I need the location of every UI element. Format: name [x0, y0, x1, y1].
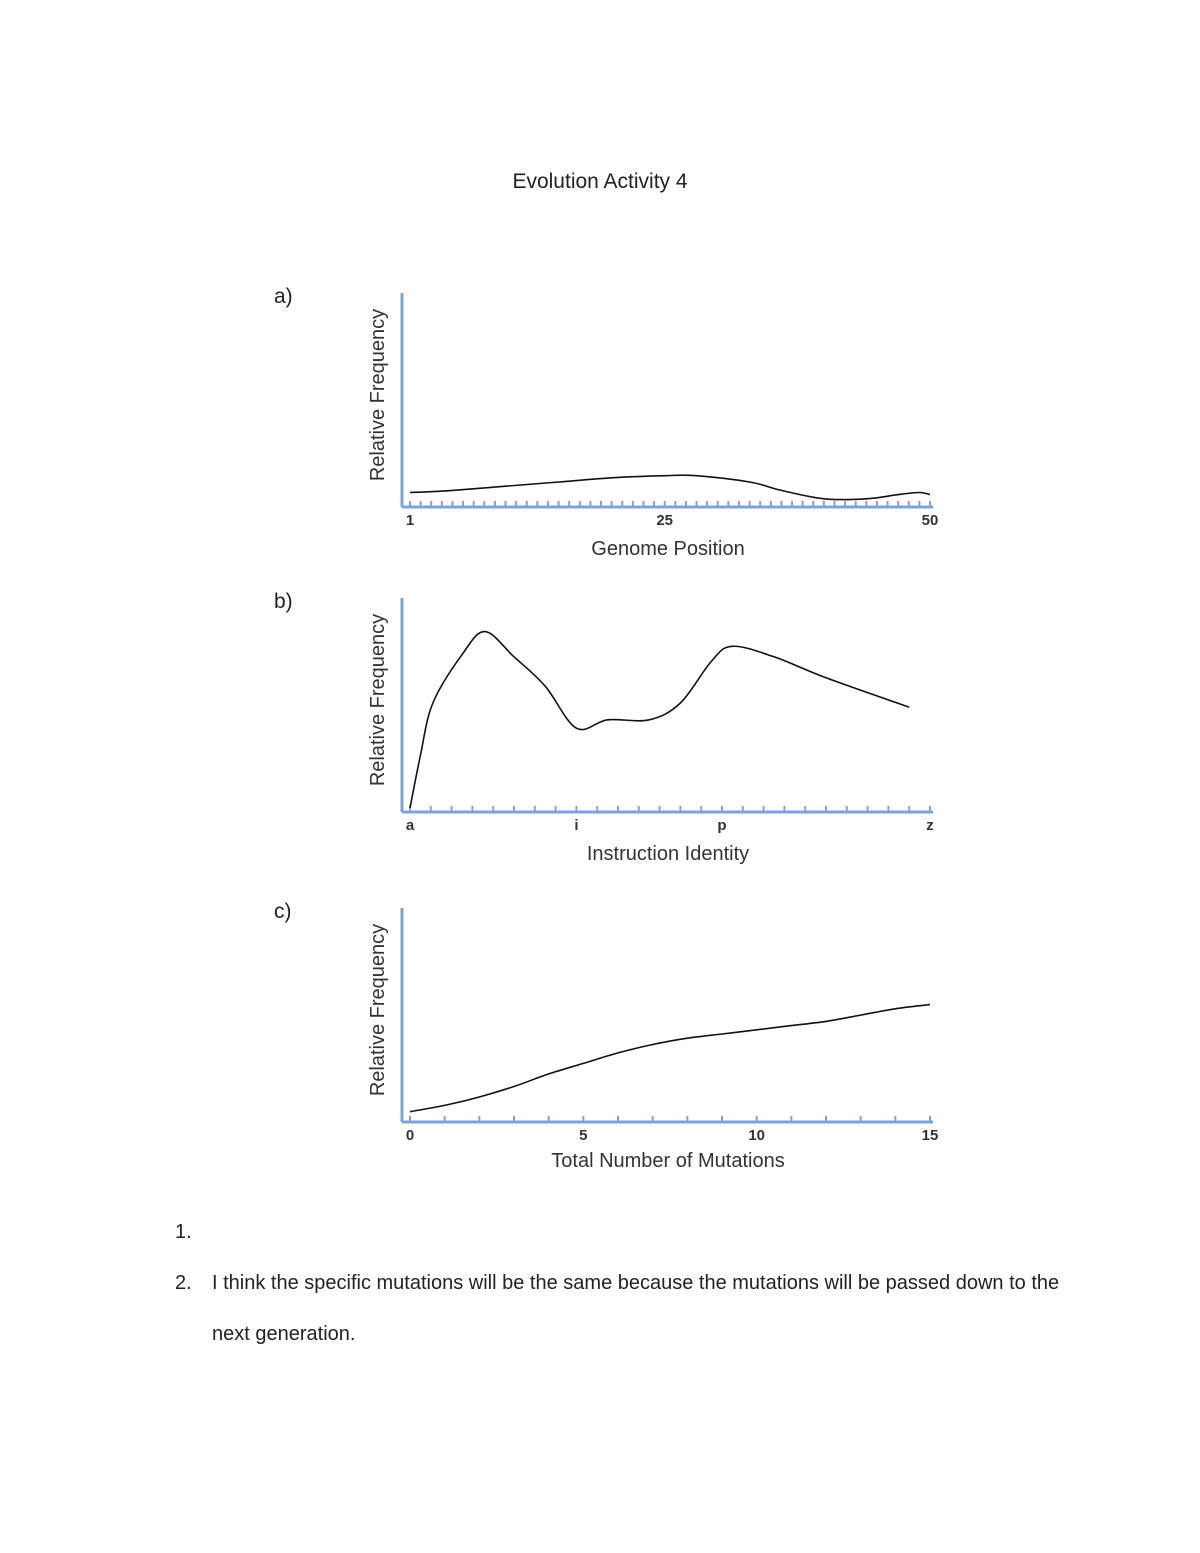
chart-total-mutations	[355, 900, 955, 1180]
frequency-curve	[410, 632, 909, 808]
y-axis-label: Relative Frequency	[367, 613, 389, 787]
y-axis-label: Relative Frequency	[367, 308, 389, 482]
x-tick-label: 5	[579, 1127, 588, 1144]
chart-genome-position	[355, 285, 955, 565]
chart-instruction-identity	[355, 590, 955, 870]
document-title: Evolution Activity 4	[512, 170, 688, 193]
frequency-curve	[410, 1005, 930, 1112]
panel-label-b: b)	[274, 590, 293, 613]
x-tick-label: 10	[748, 1127, 766, 1144]
x-tick-label: i	[574, 817, 579, 834]
x-tick-label: z	[926, 817, 934, 834]
answer-number: 2.	[175, 1272, 192, 1294]
x-tick-label: 50	[921, 512, 939, 529]
x-tick-label: p	[717, 817, 727, 834]
frequency-curve	[410, 475, 930, 499]
x-tick-label: a	[405, 817, 415, 834]
x-tick-label: 0	[405, 1127, 415, 1144]
answer-number: 1.	[175, 1221, 192, 1243]
answer-list	[175, 1207, 1075, 1360]
answer-item-1	[175, 1207, 1075, 1258]
x-tick-label: 25	[656, 512, 674, 529]
x-axis-label: Genome Position	[591, 538, 745, 560]
answer-item-2	[175, 1258, 1075, 1360]
x-axis-label: Total Number of Mutations	[551, 1150, 785, 1172]
answer-text	[212, 1207, 1075, 1258]
panel-label-c: c)	[274, 900, 292, 923]
y-axis-label: Relative Frequency	[367, 923, 389, 1097]
x-tick-label: 1	[405, 512, 415, 529]
x-tick-label: 15	[921, 1127, 939, 1144]
answer-text: I think the specific mutations will be the same because the mutations will be passed down to the next generation.	[212, 1272, 1060, 1345]
x-axis-label: Instruction Identity	[586, 843, 750, 865]
panel-label-a: a)	[274, 285, 293, 308]
